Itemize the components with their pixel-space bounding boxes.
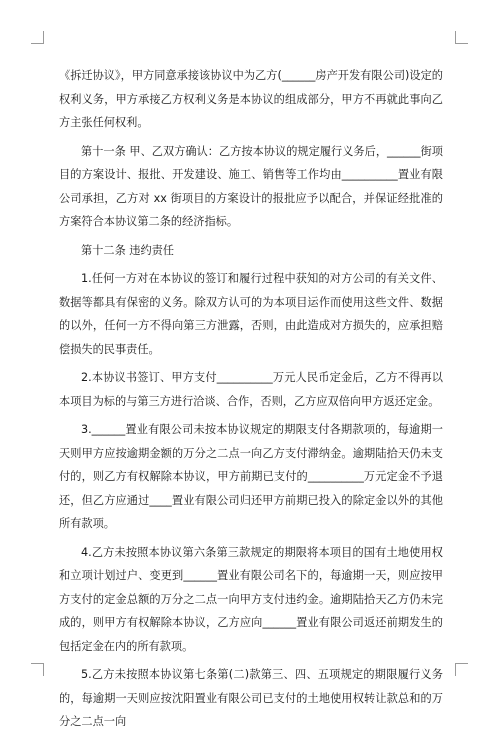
document-body xyxy=(59,64,443,734)
heading-article-12: 第十二条 违约责任 xyxy=(81,243,175,257)
crop-mark-bottom-right xyxy=(455,663,468,676)
crop-mark-top-right xyxy=(455,31,468,44)
paragraph-article-11: 第十一条 甲、乙双方确认：乙方按本协议的规定履行义务后，______街项目的方案设计、报批、开发建设、施工、销售等工作均由__________置业有限公司承担，乙方对 xx 街项目的方案设计的报批应予以配合，并保证经批准的方案符合本协议第二条的经济指标。 xyxy=(59,144,443,228)
crop-mark-bottom-left xyxy=(31,663,44,676)
clause-4-transfer-delay: 4.乙方未按照本协议第六条第三款规定的期限将本项目的国有土地使用权和立项计划过户、变更到______置业有限公司名下的，每逾期一天，则应按甲方支付的定金总额的万分之二点一向甲方支付违约金。逾期陆拾天乙方仍未完成的，则甲方有权解除本协议，乙方应向______置业有限公司返还前期发生的包括定金在内的所有款项。 xyxy=(59,545,443,653)
clause-5-obligation-delay: 5.乙方未按照本协议第七条第(二)款第三、四、五项规定的期限履行义务的，每逾期一天则应按沈阳置业有限公司已支付的土地使用权转让款总和的万分之二点一向 xyxy=(59,668,443,728)
clause-2-deposit: 2.本协议书签订、甲方支付__________万元人民币定金后，乙方不得再以本项目为标的与第三方进行洽谈、合作，否则，乙方应双倍向甲方返还定金。 xyxy=(59,371,443,408)
clause-3-late-payment: 3.______置业有限公司未按本协议规定的期限支付各期款项的，每逾期一天则甲方应按逾期金额的万分之二点一向乙方支付滞纳金。逾期陆拾天仍未支付的，则乙方有权解除本协议，甲方前期已支付的__________万元定金不予退还，但乙方应通过____置业有限公司归还甲方前期已投入的除定金以外的其他所有款项。 xyxy=(59,423,443,530)
crop-mark-top-left xyxy=(31,31,44,44)
paragraph-demolition-agreement: 《拆迁协议》，甲方同意承接该协议中为乙方(______房产开发有限公司)设定的权利义务，甲方承接乙方权利义务是本协议的组成部分，甲方不再就此事向乙方主张任何权利。 xyxy=(59,69,443,129)
clause-1-confidentiality: 1.任何一方对在本协议的签订和履行过程中获知的对方公司的有关文件、数据等都具有保密的义务。除双方认可的为本项目运作而使用这些文件、数据的以外，任何一方不得向第三方泄露，否则，由此造成对方损失的，应承担赔偿损失的民事责任。 xyxy=(59,272,443,356)
